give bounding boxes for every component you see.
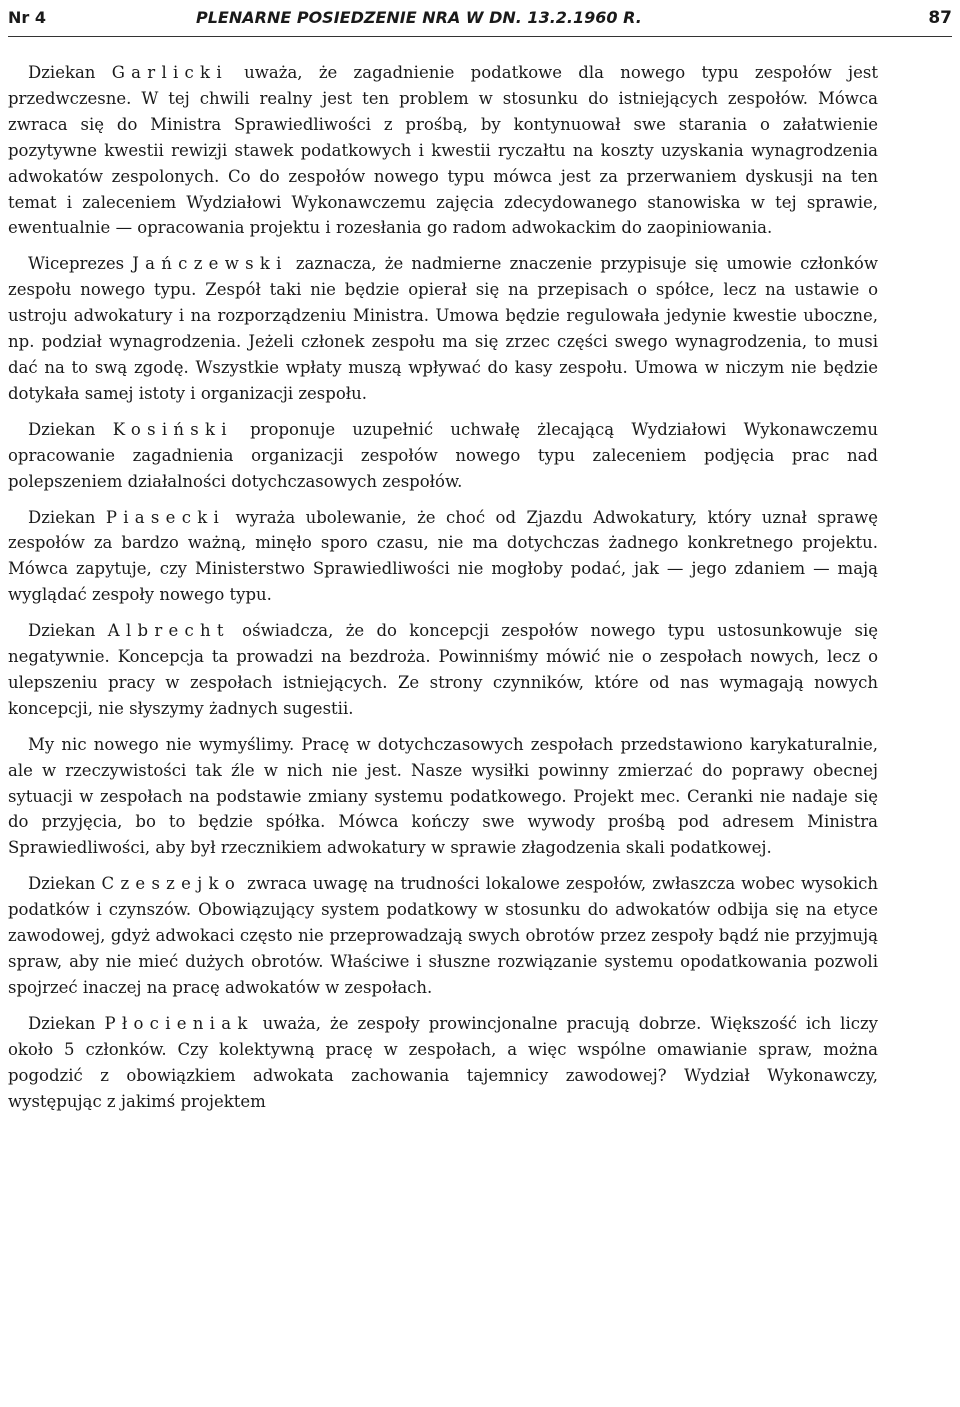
header-divider [8, 36, 952, 37]
paragraph [8, 60, 878, 241]
document-body [8, 60, 878, 1124]
speaker-title: Dziekan [28, 874, 96, 894]
paragraph-text: uważa, że zespoły prowincjonalne pracują dobrze. Większość ich liczy około 5 członków. Czy kolektywną pracę w zespołach, a więc wspólne omawianie spraw, można pogodzić z obowiązkiem adwokata zachowania tajemnicy zawodowej? Wydział Wykonawczy, występując z jakimś projektem [8, 1013, 878, 1111]
issue-number: Nr 4 [8, 8, 46, 27]
paragraph-text: My nic nowego nie wymyślimy. Pracę w dotychczasowych zespołach przedstawiono karykaturalnie, ale w rzeczywistości tak źle w nich nie jest. Nasze wysiłki powinny zmierzać do poprawy obecnej sytuacji w zespołach na podstawie zmiany systemu podatkowego. Projekt mec. Ceranki nie nadaje się do przyjęcia, bo to będzie spółka. Mówca kończy swe wywody prośbą pod adresem Ministra Sprawiedliwości, aby był rzecznikiem adwokatury w sprawie złagodzenia skali podatkowej. [8, 734, 878, 858]
paragraph [8, 251, 878, 406]
paragraph-text: uważa, że zagadnienie podatkowe dla nowego typu zespołów jest przedwczesne. W tej chwili realny jest ten problem w stosunku do istniejących zespołów. Mówca zwraca się do Ministra Sprawiedliwości z prośbą, by kontynuował swe starania o załatwienie pozytywne kwestii rewizji stawek podatkowych i kwestii ryczałtu na koszty uzyskania wynagrodzenia adwokatów zespolonych. Co do zespołów nowego typu mówca jest za przerwaniem dyskusji na ten temat i zaleceniem Wydziałowi Wykonawczemu zajęcia zdecydowanego stanowiska w tej sprawie, ewentualnie — opracowania projektu i rozesłania go radom adwokackim do zaopiniowania. [8, 63, 879, 238]
speaker-name: Piasecki [105, 507, 226, 527]
paragraph [8, 618, 878, 722]
paragraph [8, 1011, 878, 1115]
speaker-name: Jańczewski [132, 254, 288, 274]
running-title: PLENARNE POSIEDZENIE NRA W DN. 13.2.1960 R. [196, 8, 642, 27]
speaker-title: Dziekan [28, 63, 96, 82]
paragraph [8, 505, 878, 609]
speaker-name: Kosiński [112, 419, 233, 439]
speaker-title: Dziekan [28, 621, 96, 641]
paragraph-text: zwraca uwagę na trudności lokalowe zespołów, zwłaszcza wobec wysokich podatków i czynszów. Obowiązujący system podatkowy w stosunku do adwokatów odbija się na etyce zawodowej, gdyż adwokaci często nie przeprowadzają swych obrotów przez zespoły bądź nie przyjmują spraw, aby nie mieć dużych obrotów. Właściwe i słuszne rozwiązanie systemu opodatkowania pozwoli spojrzeć inaczej na pracę adwokatów w zespołach. [8, 874, 879, 997]
speaker-name: Płocieniak [104, 1013, 254, 1033]
paragraph-text: zaznacza, że nadmierne znaczenie przypisuje się umowie członków zespołu nowego typu. Zespół taki nie będzie opierał się na przepisach o spółce, lecz na ustawie o ustroju adwokatury i na rozporządzeniu Ministra. Umowa będzie regulowała jedynie kwestie uboczne, np. podział wynagrodzenia. Jeżeli członek zespołu ma się zrzec części swego wynagrodzenia, to musi dać na to swą zgodę. Wszystkie wpłaty muszą wpływać do kasy zespołu. Umowa w niczym nie będzie dotykała samej istoty i organizacji zespołu. [8, 254, 878, 403]
page-number: 87 [928, 8, 952, 28]
paragraph [8, 417, 878, 495]
speaker-title: Wiceprezes [28, 254, 125, 274]
paragraph [8, 871, 878, 1001]
page-header [8, 2, 952, 32]
paragraph-text: proponuje uzupełnić uchwałę żlecającą Wydziałowi Wykonawczemu opracowanie zagadnienia organizacji zespołów nowego typu zaleceniem podjęcia prac nad polepszeniem działalności dotychczasowych zespołów. [8, 419, 879, 491]
speaker-name: Albrecht [107, 621, 230, 641]
paragraph-text: oświadcza, że do koncepcji zespołów nowego typu ustosunkowuje się negatywnie. Koncepcja ta prowadzi na bezdroża. Powinniśmy mówić nie o zespołach nowych, lecz o ulepszeniu pracy w zespołach istniejących. Ze strony czynników, które od nas wymagają nowych koncepcji, nie słyszymy żadnych sugestii. [8, 621, 879, 718]
paragraph-text: wyraża ubolewanie, że choć od Zjazdu Adwokatury, który uznał sprawę zespołów za bardzo ważną, minęło sporo czasu, nie ma dotychczas żadnego konkretnego projektu. Mówca zapytuje, czy Ministerstwo Sprawiedliwości nie mogłoby podać, jak — jego zdaniem — mają wyglądać zespoły nowego typu. [8, 507, 878, 605]
speaker-title: Dziekan [28, 419, 96, 439]
speaker-name: Czeszejko [101, 874, 242, 894]
speaker-title: Dziekan [28, 1013, 96, 1033]
paragraph [8, 732, 878, 862]
speaker-name: Garlicki [111, 63, 228, 82]
speaker-title: Dziekan [28, 507, 96, 527]
